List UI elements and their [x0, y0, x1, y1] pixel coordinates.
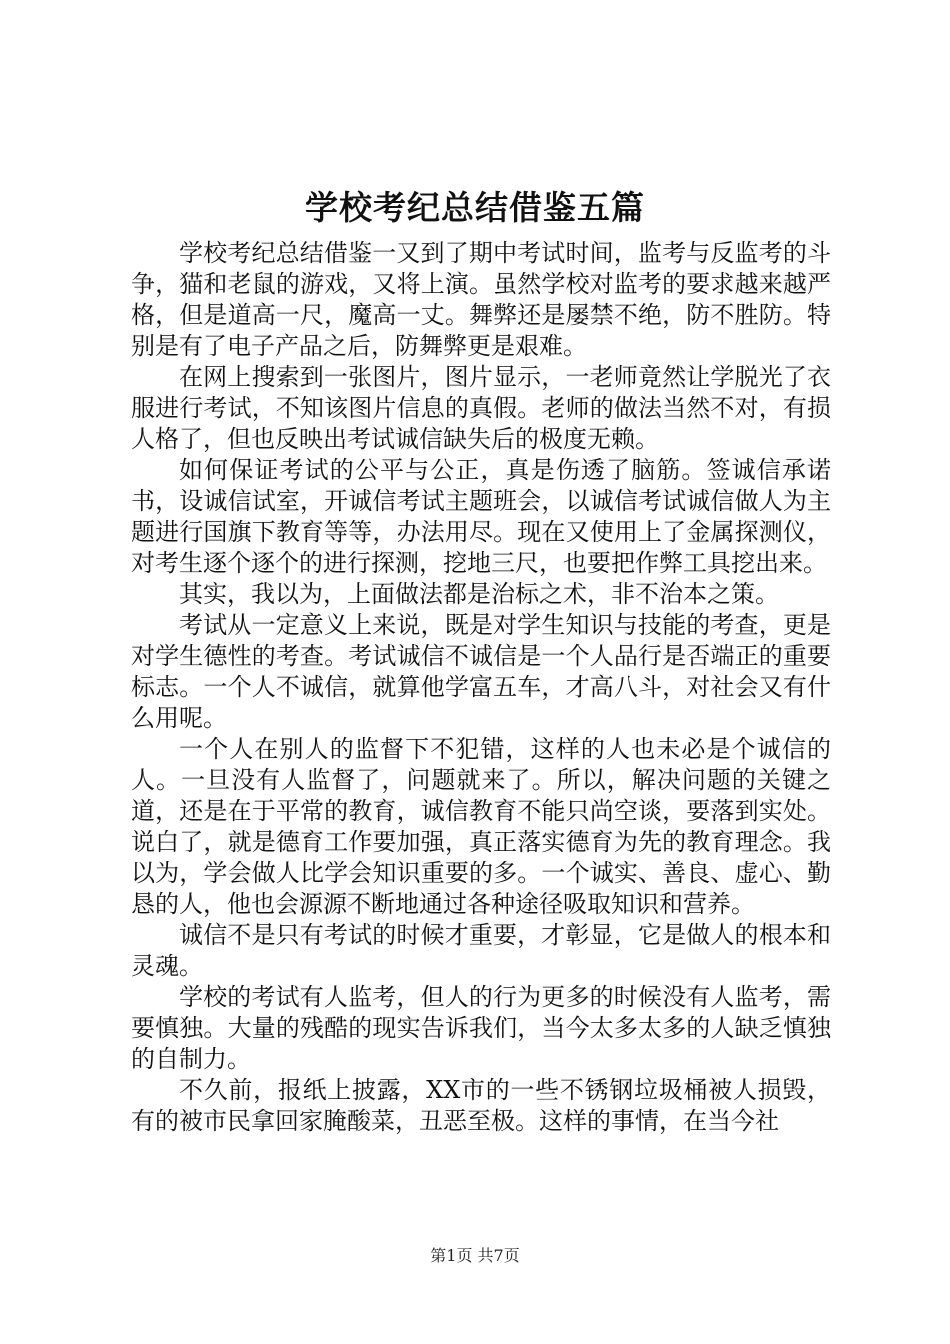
- paragraph: 学校考纪总结借鉴一又到了期中考试时间，监考与反监考的斗争，猫和老鼠的游戏，又将上演。虽然学校对监考的要求越来越严格，但是道高一尺，魔高一丈。舞弊还是屡禁不绝，防不胜防。特别是有了电子产品之后，防舞弊更是艰难。: [131, 239, 831, 360]
- paragraph: 诚信不是只有考试的时候才重要，才彰显，它是做人的根本和灵魂。: [131, 921, 831, 980]
- paragraph: 不久前，报纸上披露，XX市的一些不锈钢垃圾桶被人损毁，有的被市民拿回家腌酸菜，丑恶至极。这样的事情，在当今社: [131, 1076, 831, 1135]
- page-number-footer: 第1页 共7页: [430, 1246, 520, 1265]
- paragraph: 考试从一定意义上来说，既是对学生知识与技能的考查，更是对学生德性的考查。考试诚信不诚信是一个人品行是否端正的重要标志。一个人不诚信，就算他学富五车，才高八斗，对社会又有什么用呢。: [131, 611, 831, 732]
- paragraph: 其实，我以为，上面做法都是治标之术，非不治本之策。: [179, 580, 779, 608]
- paragraph: 如何保证考试的公平与公正，真是伤透了脑筋。签诚信承诺书，设诚信试室，开诚信考试主题班会，以诚信考试诚信做人为主题进行国旗下教育等等，办法用尽。现在又使用上了金属探测仪，对考生逐个逐个的进行探测，挖地三尺，也要把作弊工具挖出来。: [131, 456, 831, 577]
- paragraph: 一个人在别人的监督下不犯错，这样的人也未必是个诚信的人。一旦没有人监督了，问题就来了。所以，解决问题的关键之道，还是在于平常的教育，诚信教育不能只尚空谈，要落到实处。说白了，就是德育工作要加强，真正落实德育为先的教育理念。我以为，学会做人比学会知识重要的多。一个诚实、善良、虚心、勤恳的人，他也会源源不断地通过各种途径吸取知识和营养。: [131, 735, 831, 918]
- paragraph: 学校的考试有人监考，但人的行为更多的时候没有人监考，需要慎独。大量的残酷的现实告诉我们，当今太多太多的人缺乏慎独的自制力。: [131, 983, 831, 1073]
- document-body: [131, 238, 831, 1137]
- paragraph: 在网上搜索到一张图片，图片显示，一老师竟然让学脱光了衣服进行考试，不知该图片信息的真假。老师的做法当然不对，有损人格了，但也反映出考试诚信缺失后的极度无赖。: [131, 363, 831, 453]
- document-title: 学校考纪总结借鉴五篇: [305, 188, 645, 227]
